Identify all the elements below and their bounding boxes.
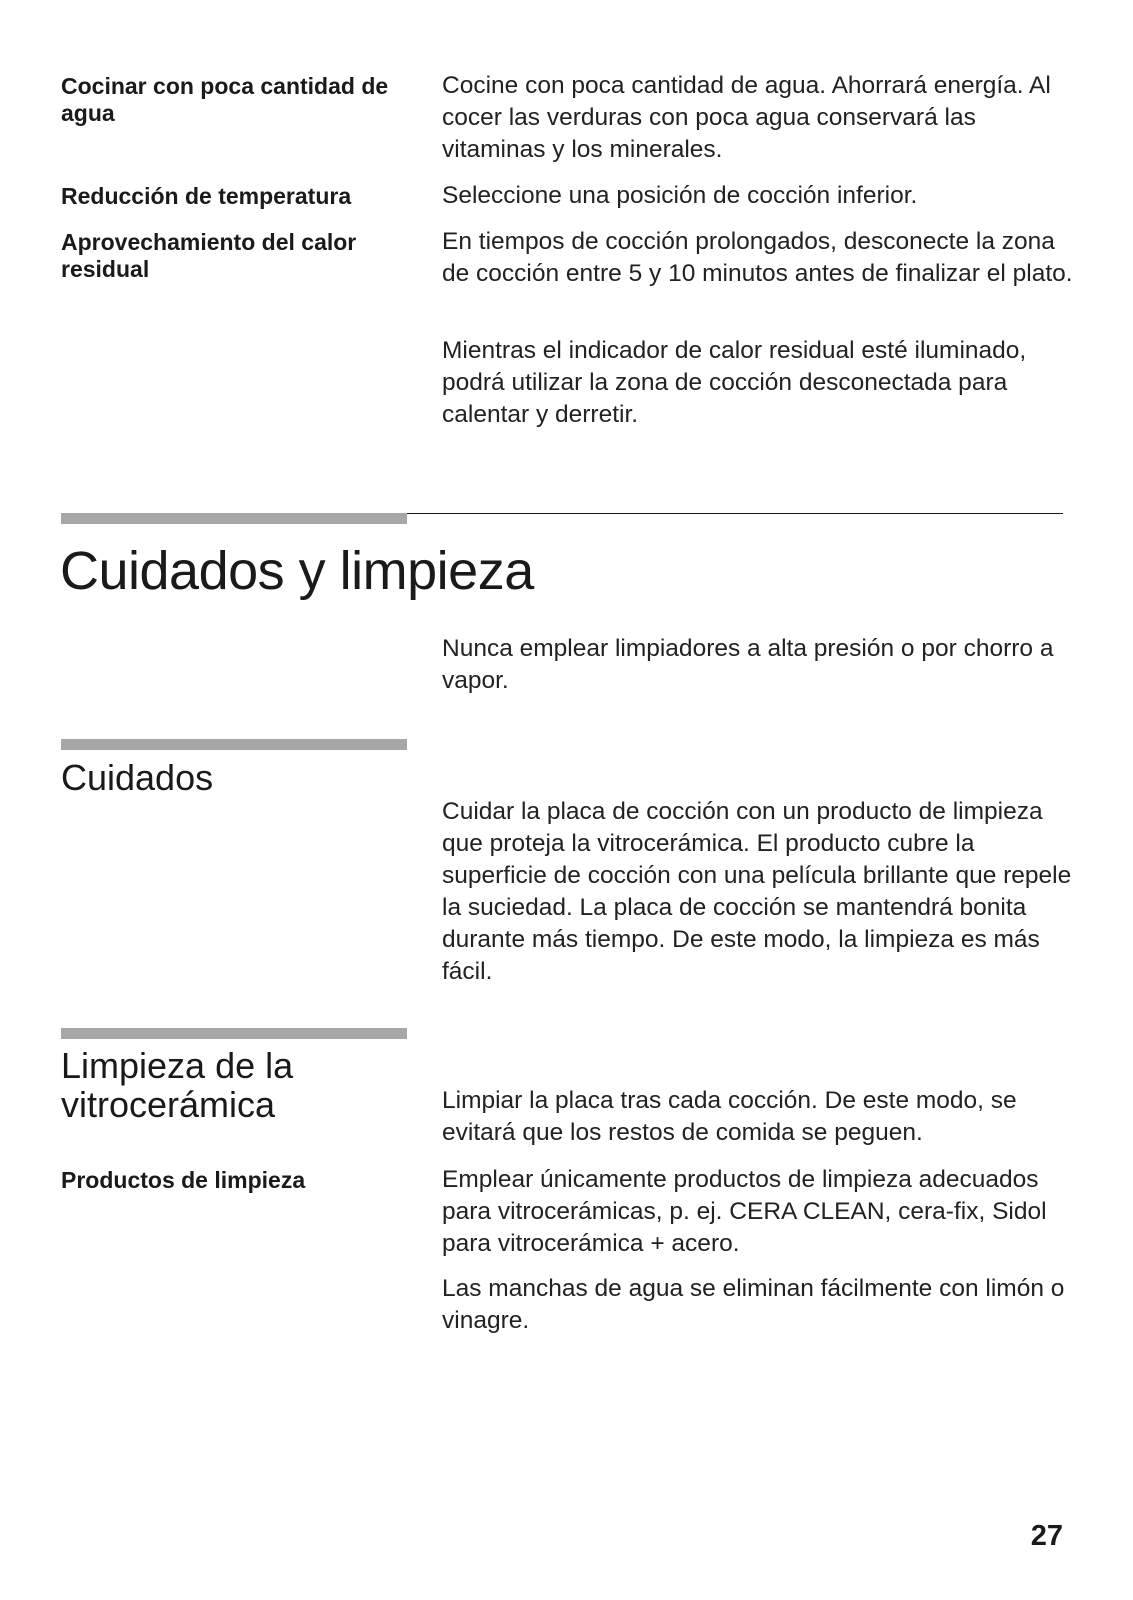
section-divider-bar — [61, 513, 407, 524]
tip-label-temperature-reduction: Reducción de temperatura — [61, 183, 352, 209]
tip-text-temperature-reduction: Seleccione una posición de cocción inferior. — [442, 182, 918, 209]
cleaning-divider-bar — [61, 1028, 407, 1039]
cleaning-title: Limpieza de la vitrocerámica — [61, 1045, 294, 1125]
care-title: Cuidados — [61, 757, 214, 798]
tip-label-little-water: Cocinar con poca cantidad de agua — [61, 73, 389, 126]
tip-label-residual-heat: Aprovechamiento del calor residual — [61, 229, 357, 282]
care-text: Cuidar la placa de cocción con un producto de limpieza que proteja la vitrocerámica. El producto cubre la superficie de cocción con una película brillante que repele la suciedad. La placa de cocción se mantendrá bonita durante más tiempo. De este modo, la limpieza es más fácil. — [442, 798, 1072, 985]
tip-text-little-water: Cocine con poca cantidad de agua. Ahorrará energía. Al cocer las verduras con poca agua conservará las vitaminas y los minerales. — [442, 72, 1051, 163]
tip-text-residual-heat-2: Mientras el indicador de calor residual esté iluminado, podrá utilizar la zona de cocción desconectada para calentar y derretir. — [442, 337, 1027, 428]
products-text: Emplear únicamente productos de limpieza adecuados para vitrocerámicas, p. ej. CERA CLEAN, cera-fix, Sidol para vitrocerámica + acero. — [442, 1166, 1047, 1257]
care-divider-bar — [61, 739, 407, 750]
page-number: 27 — [1030, 1520, 1063, 1552]
products-text-2: Las manchas de agua se eliminan fácilmente con limón o vinagre. — [442, 1275, 1065, 1334]
tip-text-residual-heat: En tiempos de cocción prolongados, desconecte la zona de cocción entre 5 y 10 minutos antes de finalizar el plato. — [442, 228, 1073, 287]
section-title: Cuidados y limpieza — [60, 541, 534, 601]
section-intro: Nunca emplear limpiadores a alta presión o por chorro a vapor. — [442, 635, 1054, 694]
products-label: Productos de limpieza — [61, 1167, 306, 1193]
cleaning-text: Limpiar la placa tras cada cocción. De este modo, se evitará que los restos de comida se peguen. — [442, 1087, 1017, 1146]
section-divider-rule — [407, 513, 1063, 514]
